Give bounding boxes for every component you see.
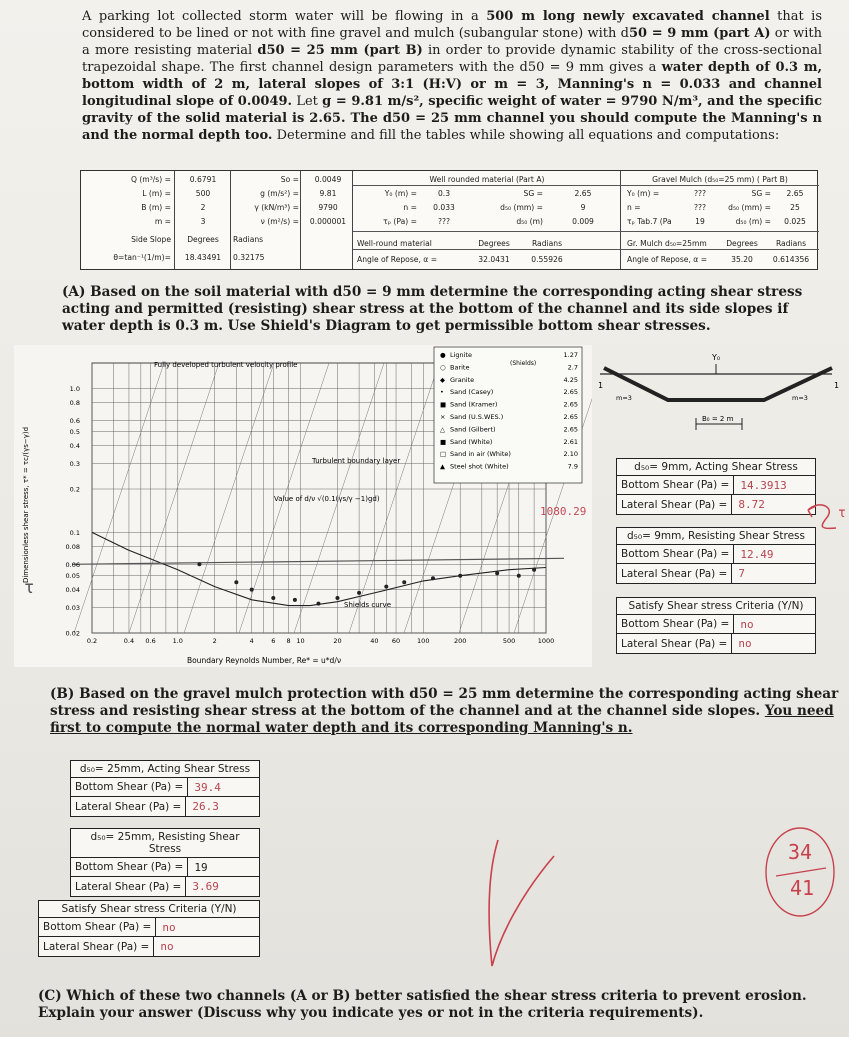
param-label: Side Slope bbox=[131, 235, 171, 244]
margin-tau-left: τ bbox=[24, 578, 35, 598]
a-criteria-bottom-value[interactable]: no bbox=[740, 617, 754, 631]
table-row bbox=[39, 937, 259, 956]
legend-material: Steel shot (White) bbox=[450, 462, 509, 471]
legend-sg: 2.10 bbox=[563, 450, 578, 459]
table-b-acting bbox=[70, 760, 260, 817]
legend-marker: • bbox=[440, 388, 444, 397]
legend-material: Sand in air (White) bbox=[450, 450, 511, 459]
table-row bbox=[71, 797, 259, 816]
part-a-cell: 0.3 bbox=[437, 189, 451, 198]
legend-material: Sand (White) bbox=[450, 437, 493, 446]
x-tick-label: 1000 bbox=[537, 637, 555, 645]
param-label: So = bbox=[280, 175, 299, 184]
row-label: Lateral Shear (Pa) = bbox=[39, 937, 154, 956]
part-a-cell: n = bbox=[403, 203, 417, 212]
part-a-cell: Angle of Repose, α = bbox=[357, 255, 438, 264]
score-circle bbox=[760, 824, 840, 920]
legend-sg: 2.65 bbox=[563, 388, 578, 397]
legend-marker: × bbox=[440, 413, 446, 421]
question-c bbox=[38, 988, 848, 1022]
y-tick-label: 0.3 bbox=[69, 460, 80, 469]
part-a-cell: d₅₀ (mm) = bbox=[500, 203, 543, 212]
a-criteria-lateral-value[interactable]: no bbox=[738, 637, 752, 650]
part-a-cell: τₚ (Pa) = bbox=[383, 217, 417, 226]
y-tick-label: 0.06 bbox=[65, 560, 80, 569]
param-label: θ=tan⁻¹(1/m)= bbox=[113, 253, 171, 262]
chart-note-boundary-layer: Turbulent boundary layer bbox=[312, 457, 401, 465]
part-a-cell: 0.009 bbox=[572, 217, 594, 226]
data-point bbox=[458, 574, 462, 578]
parameters-table bbox=[80, 170, 818, 270]
part-a-cell: 9 bbox=[580, 203, 586, 212]
a-resisting-bottom-value[interactable]: 12.49 bbox=[740, 547, 774, 561]
y-tick-label: 0.2 bbox=[69, 485, 80, 494]
legend-sg: 2.65 bbox=[563, 413, 578, 421]
legend-marker: ◆ bbox=[440, 375, 445, 384]
intro-depth: water depth of 0.3 m, bottom width of 2 m, lateral slopes of 3:1 (H:V) or m = 3, Manning's n = 0.033 and channel longitudinal slope of 0.0049. bbox=[82, 60, 822, 109]
diagram-y0-label: Y₀ bbox=[712, 353, 721, 362]
data-point bbox=[197, 562, 201, 566]
row-label: Lateral Shear (Pa) = bbox=[617, 495, 732, 514]
x-tick-label: 1.0 bbox=[172, 637, 183, 645]
legend-material: Sand (Kramer) bbox=[450, 400, 498, 409]
x-tick-label: 40 bbox=[370, 637, 379, 645]
data-point bbox=[402, 580, 406, 584]
data-point bbox=[495, 571, 499, 575]
intro-text: A parking lot collected storm water will be flowing in a bbox=[82, 9, 487, 24]
param-label: 0.32175 bbox=[233, 253, 265, 262]
data-point bbox=[335, 596, 339, 600]
legend-material: Sand (Gilbert) bbox=[450, 425, 496, 434]
part-b-cell: n = bbox=[627, 203, 641, 212]
param-value: 500 bbox=[195, 189, 211, 198]
part-b-cell: Angle of Repose, α = bbox=[627, 255, 708, 264]
chart-x-label: Boundary Reynolds Number, Re* = u*d/ν bbox=[186, 656, 342, 665]
param-value: 9.81 bbox=[319, 189, 337, 198]
row-label: Bottom Shear (Pa) = bbox=[617, 476, 734, 494]
param-value: 18.43491 bbox=[184, 253, 222, 262]
table-row bbox=[617, 476, 815, 495]
legend-marker: ● bbox=[440, 351, 446, 359]
legend-marker: ○ bbox=[440, 363, 446, 372]
part-a-cell: 32.0431 bbox=[478, 255, 510, 264]
legend-sg: 1.27 bbox=[563, 351, 578, 359]
part-a-cell: 0.55926 bbox=[531, 255, 563, 264]
param-value: 0.6791 bbox=[189, 175, 217, 184]
row-label: Lateral Shear (Pa) = bbox=[71, 877, 186, 896]
part-b-cell: 25 bbox=[790, 203, 800, 212]
param-label: Radians bbox=[233, 235, 264, 244]
data-point bbox=[532, 568, 536, 572]
part-b-cell: SG = bbox=[751, 189, 771, 198]
part-b-cell: 35.20 bbox=[731, 255, 753, 264]
data-point bbox=[271, 596, 275, 600]
y-tick-label: 0.8 bbox=[69, 398, 80, 407]
table-b-criteria-header: Satisfy Shear stress Criteria (Y/N) bbox=[39, 901, 259, 918]
question-a bbox=[62, 284, 822, 335]
table-a-criteria-header: Satisfy Shear stress Criteria (Y/N) bbox=[617, 598, 815, 615]
x-tick-label: 500 bbox=[502, 637, 516, 645]
legend-sg: 4.25 bbox=[563, 375, 578, 384]
intro-constants: g = 9.81 m/s², specific weight of water = 9790 N/m³, and the specific gravity of the solid material is 2.65. The d50 = 25 mm channel you should compute the Manning's n and the normal depth too. bbox=[82, 94, 822, 143]
intro-text: that is considered to be lined or not with fine gravel and mulch (subangular stone) with d bbox=[82, 9, 823, 41]
score-numerator: 34 bbox=[788, 840, 813, 864]
param-value: 9790 bbox=[318, 203, 338, 212]
row-label: Lateral Shear (Pa) = bbox=[71, 797, 186, 816]
x-tick-label: 10 bbox=[296, 637, 305, 645]
table-row bbox=[39, 918, 259, 937]
param-value: 2 bbox=[200, 203, 206, 212]
param-label: ν (m²/s) = bbox=[260, 217, 299, 226]
table-row bbox=[617, 634, 815, 653]
shields-diagram bbox=[14, 345, 592, 667]
problem-statement bbox=[82, 8, 822, 144]
param-value: 0.000001 bbox=[309, 217, 347, 226]
question-b-underlined: You need first to compute the normal water depth and its corresponding Manning's n. bbox=[50, 703, 834, 736]
param-label: Q (m³/s) = bbox=[130, 175, 171, 184]
table-row bbox=[617, 564, 815, 583]
table-a-resisting bbox=[616, 527, 816, 584]
param-label: L (m) = bbox=[142, 189, 171, 198]
channel-cross-section bbox=[596, 348, 846, 436]
row-label: Bottom Shear (Pa) = bbox=[617, 545, 734, 563]
part-b-cell: d₅₀ (m) = bbox=[735, 217, 771, 226]
y-tick-label: 0.08 bbox=[65, 542, 80, 551]
intro-d50b: d50 = 25 mm (part B) bbox=[257, 43, 423, 58]
x-tick-label: 0.6 bbox=[145, 637, 156, 645]
param-label: B (m) = bbox=[141, 203, 171, 212]
table-row bbox=[71, 877, 259, 896]
part-a-cell: d₅₀ (m) bbox=[516, 217, 543, 226]
part-b-cell: d₅₀ (mm) = bbox=[728, 203, 771, 212]
data-point bbox=[234, 580, 238, 584]
y-tick-label: 0.4 bbox=[69, 442, 80, 451]
table-a-resisting-header: d₅₀= 9mm, Resisting Shear Stress bbox=[617, 528, 815, 545]
b-resisting-lateral-value[interactable]: 3.69 bbox=[192, 880, 219, 893]
diagram-one-right: 1 bbox=[834, 381, 840, 390]
a-acting-bottom-value[interactable]: 14.3913 bbox=[740, 478, 787, 492]
intro-text: Determine and fill the tables while showing all equations and computations: bbox=[272, 128, 780, 143]
table-b-resisting-header: d₅₀= 25mm, Resisting Shear Stress bbox=[71, 829, 259, 858]
data-point bbox=[517, 574, 521, 578]
part-a-cell: Well-round material bbox=[357, 239, 432, 248]
part-b-cell: 2.65 bbox=[786, 189, 804, 198]
table-b-resisting bbox=[70, 828, 260, 897]
part-a-cell: 2.65 bbox=[574, 189, 592, 198]
x-tick-label: 4 bbox=[249, 637, 254, 645]
part-b-cell: 0.614356 bbox=[772, 255, 810, 264]
data-point bbox=[316, 602, 320, 606]
legend-marker: □ bbox=[440, 450, 447, 459]
table-b-acting-header: d₅₀= 25mm, Acting Shear Stress bbox=[71, 761, 259, 778]
diagram-width-label: B₀ = 2 m bbox=[702, 415, 734, 423]
param-value: Degrees bbox=[187, 235, 219, 244]
part-b-cell: 19 bbox=[695, 217, 705, 226]
diagram-m-left: m=3 bbox=[616, 394, 632, 402]
param-value: 0.0049 bbox=[314, 175, 342, 184]
b-criteria-bottom-value[interactable]: no bbox=[162, 920, 176, 934]
a-acting-lateral-value[interactable]: 8.72 bbox=[738, 498, 765, 511]
y-tick-label: 0.1 bbox=[69, 528, 80, 537]
a-resisting-lateral-value[interactable]: 7 bbox=[738, 567, 745, 580]
intro-length: 500 m long newly excavated channel bbox=[486, 9, 770, 24]
part-a-cell: ??? bbox=[437, 217, 451, 226]
data-point bbox=[384, 585, 388, 589]
x-tick-label: 2 bbox=[212, 637, 217, 645]
legend-sg: 2.7 bbox=[567, 363, 578, 372]
b-resisting-bottom-value[interactable]: 19 bbox=[194, 860, 208, 874]
b-acting-bottom-value[interactable]: 39.4 bbox=[194, 780, 221, 794]
part-a-cell: Radians bbox=[531, 239, 563, 248]
intro-text: or with a more resisting material bbox=[82, 26, 822, 58]
y-tick-label: 0.5 bbox=[69, 428, 80, 437]
param-label: g (m/s²) = bbox=[260, 189, 299, 198]
x-tick-label: 0.4 bbox=[123, 637, 135, 645]
legend-sg: 2.65 bbox=[563, 400, 578, 409]
param-value: 3 bbox=[200, 217, 206, 226]
part-b-cell: ??? bbox=[693, 203, 707, 212]
legend-marker: ▲ bbox=[440, 462, 445, 471]
table-b-criteria bbox=[38, 900, 260, 957]
table-row bbox=[617, 615, 815, 634]
question-a-text: (A) Based on the soil material with d50 = 9 mm determine the corresponding acting shear stress acting and permitted (resisting) shear stress at the bottom of the channel and its side slopes if water depth is 0.3 m. Use Shield's Diagram to get permissible bottom shear stresses. bbox=[62, 284, 803, 334]
legend-material: Granite bbox=[450, 375, 475, 384]
question-b bbox=[50, 686, 840, 737]
legend-material: Lignite bbox=[450, 351, 473, 359]
legend-sg: 7.9 bbox=[567, 462, 578, 471]
data-point bbox=[293, 598, 297, 602]
param-label: γ (kN/m³) = bbox=[254, 203, 299, 212]
legend-sg: 2.61 bbox=[563, 437, 578, 446]
y-tick-label: 0.05 bbox=[65, 572, 80, 581]
row-label: Bottom Shear (Pa) = bbox=[39, 918, 156, 936]
y-tick-label: 0.6 bbox=[69, 416, 80, 425]
data-point bbox=[357, 591, 361, 595]
y-tick-label: 0.04 bbox=[65, 586, 80, 595]
part-b-cell: τₚ Tab.7 (Pa bbox=[627, 217, 672, 226]
param-label: m = bbox=[154, 217, 171, 226]
part-a-cell: 0.033 bbox=[433, 203, 455, 212]
legend-marker: △ bbox=[440, 425, 445, 434]
x-tick-label: 20 bbox=[333, 637, 342, 645]
table-row bbox=[617, 545, 815, 564]
part-b-cell: Y₀ (m) = bbox=[627, 189, 660, 198]
row-label: Bottom Shear (Pa) = bbox=[71, 858, 188, 876]
row-label: Lateral Shear (Pa) = bbox=[617, 634, 732, 653]
intro-text: Let bbox=[292, 94, 323, 109]
chart-y-label: Dimensionless shear stress, τ* = τc/(γs−γ)d bbox=[22, 426, 30, 584]
y-tick-label: 0.02 bbox=[65, 629, 80, 638]
table-a-acting bbox=[616, 458, 816, 515]
part-b-cell: Gr. Mulch d₅₀=25mm bbox=[627, 239, 707, 248]
chart-note-value-of: Value of d/ν √(0.1(γs/γ −1)gd) bbox=[274, 495, 380, 503]
margin-tau-right: τ bbox=[838, 506, 846, 521]
chart-note-turbulent-profile: Fully developed turbulent velocity profile bbox=[154, 361, 298, 369]
legend-group-label: (Shields) bbox=[510, 360, 537, 367]
x-tick-label: 60 bbox=[391, 637, 401, 645]
data-point bbox=[431, 576, 435, 580]
row-label: Bottom Shear (Pa) = bbox=[617, 615, 734, 633]
part-a-cell: Y₀ (m) = bbox=[384, 189, 417, 198]
y-tick-label: 1.0 bbox=[69, 384, 80, 393]
diagram-one-left: 1 bbox=[598, 381, 604, 390]
part-b-cell: Radians bbox=[775, 239, 807, 248]
row-label: Bottom Shear (Pa) = bbox=[71, 778, 188, 796]
part-a-title: Well rounded material (Part A) bbox=[429, 175, 545, 184]
b-acting-lateral-value[interactable]: 26.3 bbox=[192, 800, 219, 813]
part-a-cell: SG = bbox=[523, 189, 543, 198]
table-row bbox=[71, 858, 259, 877]
part-b-cell: Degrees bbox=[726, 239, 758, 248]
part-b-cell: 0.025 bbox=[784, 217, 806, 226]
part-a-cell: Degrees bbox=[478, 239, 510, 248]
chart-note-shields-curve: Shields curve bbox=[344, 601, 392, 609]
x-tick-label: 200 bbox=[453, 637, 467, 645]
red-check-mark bbox=[470, 826, 560, 976]
intro-d50a: 50 = 9 mm (part A) bbox=[628, 26, 771, 41]
question-b-text: (B) Based on the gravel mulch protection with d50 = 25 mm determine the corresponding acting shear stress and resisting shear stress at the bottom of the channel and at the channel side slopes. bbox=[50, 686, 839, 719]
legend-material: Sand (U.S.WES.) bbox=[450, 413, 504, 421]
question-c-text: (C) Which of these two channels (A or B) better satisfied the shear stress criteria to prevent erosion. Explain your answer (Discuss why you indicate yes or not in the criteria requirements). bbox=[38, 988, 807, 1021]
part-b-title: Gravel Mulch (d₅₀=25 mm) ( Part B) bbox=[652, 175, 788, 184]
b-criteria-lateral-value[interactable]: no bbox=[160, 940, 174, 953]
legend-material: Sand (Casey) bbox=[450, 388, 494, 397]
table-a-acting-header: d₅₀= 9mm, Acting Shear Stress bbox=[617, 459, 815, 476]
legend-material: Barite bbox=[450, 363, 470, 372]
legend-marker: ■ bbox=[440, 400, 447, 409]
legend-marker: ■ bbox=[440, 437, 447, 446]
x-tick-label: 100 bbox=[417, 637, 430, 645]
row-label: Lateral Shear (Pa) = bbox=[617, 564, 732, 583]
y-tick-label: 0.03 bbox=[65, 604, 80, 613]
data-point bbox=[250, 588, 254, 592]
x-tick-label: 0.2 bbox=[86, 637, 98, 645]
chart-handwritten-value: 1080.29 bbox=[540, 505, 587, 518]
diagram-m-right: m=3 bbox=[792, 394, 808, 402]
intro-text: in order to provide dynamic stability of the cross-sectional trapezoidal shape. The first channel design parameters with the d50 = 9 mm gives a bbox=[82, 43, 822, 75]
table-row bbox=[71, 778, 259, 797]
legend-sg: 2.65 bbox=[563, 425, 578, 434]
table-row bbox=[617, 495, 815, 514]
x-tick-label: 8 bbox=[286, 637, 291, 645]
x-tick-label: 6 bbox=[271, 637, 276, 645]
score-denominator: 41 bbox=[790, 876, 815, 900]
table-a-criteria bbox=[616, 597, 816, 654]
part-b-cell: ??? bbox=[693, 189, 707, 198]
